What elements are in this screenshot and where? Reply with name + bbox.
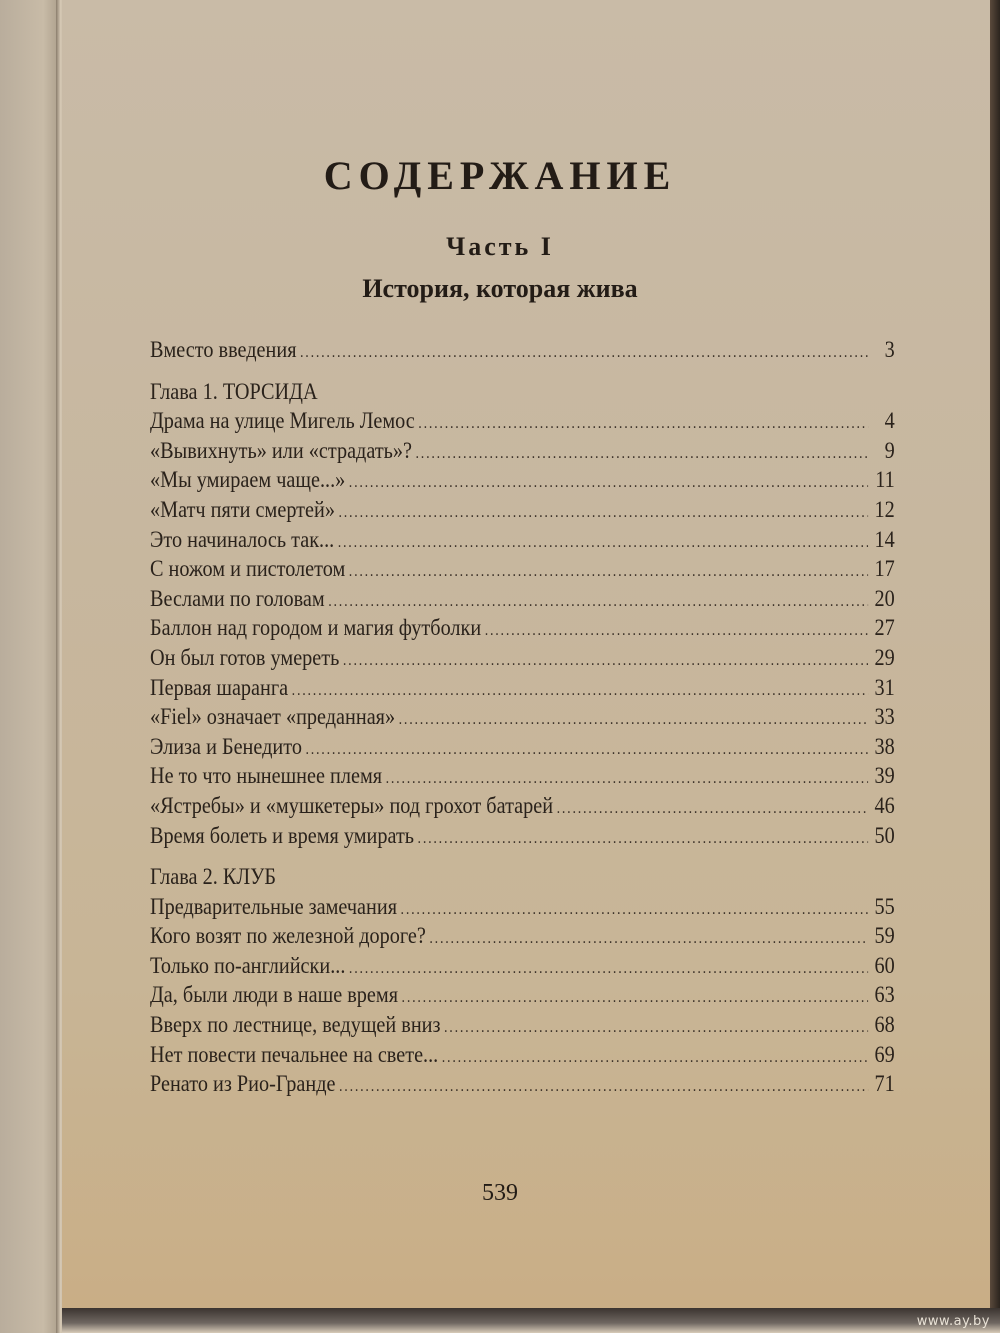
toc-entry-title: Драма на улице Мигель Лемос	[150, 408, 415, 434]
toc-page-number: 4	[884, 408, 895, 434]
toc-page-number: 27	[874, 615, 895, 641]
toc-page-number: 12	[874, 496, 895, 522]
toc-entry-title: Глава 2. КЛУБ	[150, 864, 277, 890]
toc-entry	[150, 793, 895, 823]
toc-entry-title: Глава 1. ТОРСИДА	[150, 378, 318, 404]
toc-page-number: 55	[874, 893, 895, 919]
toc-page-number: 39	[874, 763, 895, 789]
toc-entry-title: «Ястребы» и «мушкетеры» под грохот батарей	[150, 792, 554, 818]
toc-entry	[150, 1042, 895, 1072]
toc-entry	[150, 645, 895, 675]
toc-entry	[150, 467, 895, 497]
toc-page-number: 60	[874, 952, 895, 978]
toc-entry	[150, 586, 895, 616]
dot-leader	[305, 741, 868, 759]
watermark: www.ay.by	[916, 1314, 990, 1329]
dot-leader	[300, 344, 868, 362]
toc-page-number: 50	[874, 822, 895, 848]
toc-entry-title: Предварительные замечания	[150, 893, 398, 919]
part-heading: Часть I	[446, 232, 554, 261]
toc-entry-title: Он был готов умереть	[150, 644, 340, 670]
toc-entry	[150, 527, 895, 557]
toc-page-number: 17	[874, 556, 895, 582]
dot-leader	[429, 930, 868, 948]
toc-entry-title: «Вывихнуть» или «страдать»?	[150, 437, 413, 463]
toc-entry	[150, 953, 895, 983]
dot-leader	[485, 622, 869, 640]
toc-entry	[150, 675, 895, 705]
dot-leader	[444, 1019, 868, 1037]
toc-entry	[150, 823, 895, 853]
table-of-contents	[150, 337, 895, 1101]
page-right-edge	[990, 0, 1000, 1333]
toc-entry-title: Нет повести печальнее на свете...	[150, 1041, 439, 1067]
toc-entry-title: Баллон над городом и магия футболки	[150, 615, 482, 641]
toc-entry	[150, 337, 895, 367]
toc-page-number: 38	[874, 733, 895, 759]
dot-leader	[349, 960, 868, 978]
dot-leader	[349, 563, 869, 581]
part-subtitle: История, которая жива	[362, 274, 638, 303]
toc-page-number: 33	[874, 704, 895, 730]
toc-entry	[150, 704, 895, 734]
toc-entry	[150, 982, 895, 1012]
toc-page-number: 68	[874, 1012, 895, 1038]
toc-page-number: 63	[874, 982, 895, 1008]
toc-entry-title: Только по-английски...	[150, 952, 346, 978]
dot-leader	[386, 770, 869, 788]
toc-entry-title: Вверх по лестнице, ведущей вниз	[150, 1012, 441, 1038]
toc-entry-title: «Мы умираем чаще...»	[150, 467, 346, 493]
dot-leader	[402, 989, 869, 1007]
toc-entry	[150, 894, 895, 924]
contents-title: СОДЕРЖАНИЕ	[323, 153, 677, 198]
toc-entry-title: Вместо введения	[150, 337, 297, 362]
toc-page-number: 59	[874, 923, 895, 949]
toc-entry-title: С ножом и пистолетом	[150, 556, 346, 582]
toc-page-number: 31	[874, 674, 895, 700]
dot-leader	[416, 445, 869, 463]
toc-chapter-heading	[150, 379, 895, 409]
toc-entry-title: Кого возят по железной дороге?	[150, 923, 426, 949]
toc-page-number: 14	[874, 526, 895, 552]
dot-leader	[349, 474, 869, 492]
dot-leader	[442, 1049, 869, 1067]
toc-page-number: 71	[874, 1071, 895, 1097]
toc-entry	[150, 497, 895, 527]
dot-leader	[328, 593, 868, 611]
dot-leader	[339, 1078, 868, 1096]
toc-entry-title: Не то что нынешнее племя	[150, 763, 383, 789]
dot-leader	[399, 711, 869, 729]
toc-page-number: 29	[874, 644, 895, 670]
toc-entry-title: Время болеть и время умирать	[150, 822, 415, 848]
toc-entry	[150, 734, 895, 764]
toc-page-number: 20	[874, 585, 895, 611]
dot-leader	[401, 901, 869, 919]
toc-chapter-heading	[150, 864, 895, 894]
toc-entry	[150, 1012, 895, 1042]
toc-page-number: 11	[875, 467, 895, 493]
toc-page-number: 46	[874, 792, 895, 818]
toc-entry	[150, 615, 895, 645]
dot-leader	[338, 504, 868, 522]
toc-entry	[150, 763, 895, 793]
facing-page-edge	[0, 0, 62, 1333]
toc-page-number: 9	[884, 437, 895, 463]
toc-entry-title: Это начиналось так...	[150, 526, 335, 552]
toc-entry-title: «Матч пяти смертей»	[150, 496, 335, 522]
dot-leader	[338, 534, 869, 552]
toc-entry-title: Да, были люди в наше время	[150, 982, 399, 1008]
toc-page-number: 69	[874, 1041, 895, 1067]
toc-entry-title: Элиза и Бенедито	[150, 733, 302, 759]
toc-entry-title: «Fiel» означает «преданная»	[150, 704, 396, 730]
toc-entry	[150, 556, 895, 586]
toc-page-number: 3	[884, 337, 895, 362]
dot-leader	[418, 830, 869, 848]
dot-leader	[418, 415, 868, 433]
toc-entry	[150, 1071, 895, 1101]
dot-leader	[343, 652, 868, 670]
toc-entry	[150, 438, 895, 468]
dot-leader	[292, 682, 869, 700]
toc-entry-title: Первая шаранга	[150, 674, 289, 700]
page-bottom-edge	[62, 1308, 1000, 1333]
toc-entry	[150, 923, 895, 953]
toc-entry-title: Веслами по головам	[150, 585, 325, 611]
toc-entry	[150, 408, 895, 438]
dot-leader	[557, 800, 869, 818]
toc-entry-title: Ренато из Рио-Гранде	[150, 1071, 336, 1097]
page-number: 539	[482, 1180, 518, 1206]
